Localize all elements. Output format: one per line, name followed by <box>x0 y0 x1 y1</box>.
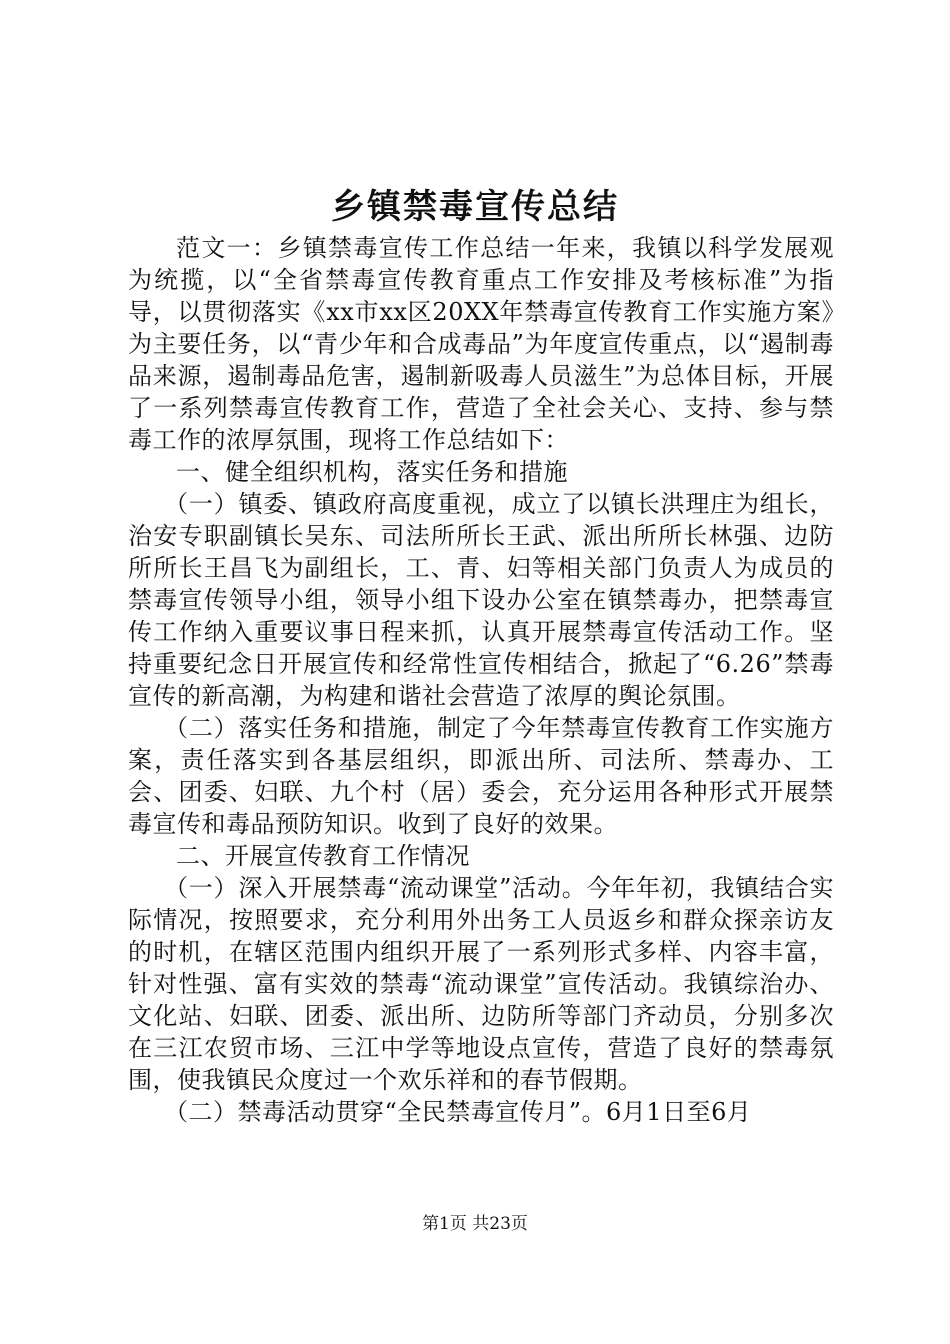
document-body <box>128 232 834 1128</box>
section-heading-1: 一、健全组织机构，落实任务和措施 <box>176 458 568 486</box>
paragraph-intro: 范文一：乡镇禁毒宣传工作总结一年来，我镇以科学发展观为统揽，以“全省禁毒宣传教育重点工作安排及考核标准”为指导，以贯彻落实《xx市xx区20XX年禁毒宣传教育工作实施方案》为主要任务，以“青少年和合成毒品”为年度宣传重点，以“遏制毒品来源，遏制毒品危害，遏制新吸毒人员滋生”为总体目标，开展了一系列禁毒宣传教育工作，营造了全社会关心、支持、参与禁毒工作的浓厚氛围，现将工作总结如下： <box>128 234 834 454</box>
paragraph-2-1: （一）深入开展禁毒“流动课堂”活动。今年年初，我镇结合实际情况，按照要求，充分利用外出务工人员返乡和群众探亲访友的时机，在辖区范围内组织开展了一系列形式多样、内容丰富，针对性强、富有实效的禁毒“流动课堂”宣传活动。我镇综治办、文化站、妇联、团委、派出所、边防所等部门齐动员，分别多次在三江农贸市场、三江中学等地设点宣传，营造了良好的禁毒氛围，使我镇民众度过一个欢乐祥和的春节假期。 <box>128 874 834 1094</box>
document-title: 乡镇禁毒宣传总结 <box>331 187 619 227</box>
paragraph-2-2: （二）禁毒活动贯穿“全民禁毒宣传月”。6月1日至6月 <box>164 1098 752 1126</box>
paragraph-1-1: （一）镇委、镇政府高度重视，成立了以镇长洪理庄为组长，治安专职副镇长吴东、司法所所长王武、派出所所长林强、边防所所长王昌飞为副组长，工、青、妇等相关部门负责人为成员的禁毒宣传领导小组，领导小组下设办公室在镇禁毒办，把禁毒宣传工作纳入重要议事日程来抓，认真开展禁毒宣传活动工作。坚持重要纪念日开展宣传和经常性宣传相结合，掀起了“6.26”禁毒宣传的新高潮，为构建和谐社会营造了浓厚的舆论氛围。 <box>128 490 834 710</box>
page-footer: 第1页 共23页 <box>422 1214 528 1234</box>
section-heading-2: 二、开展宣传教育工作情况 <box>176 842 470 870</box>
paragraph-1-2: （二）落实任务和措施，制定了今年禁毒宣传教育工作实施方案，责任落实到各基层组织，即派出所、司法所、禁毒办、工会、团委、妇联、九个村（居）委会，充分运用各种形式开展禁毒宣传和毒品预防知识。收到了良好的效果。 <box>128 714 834 838</box>
